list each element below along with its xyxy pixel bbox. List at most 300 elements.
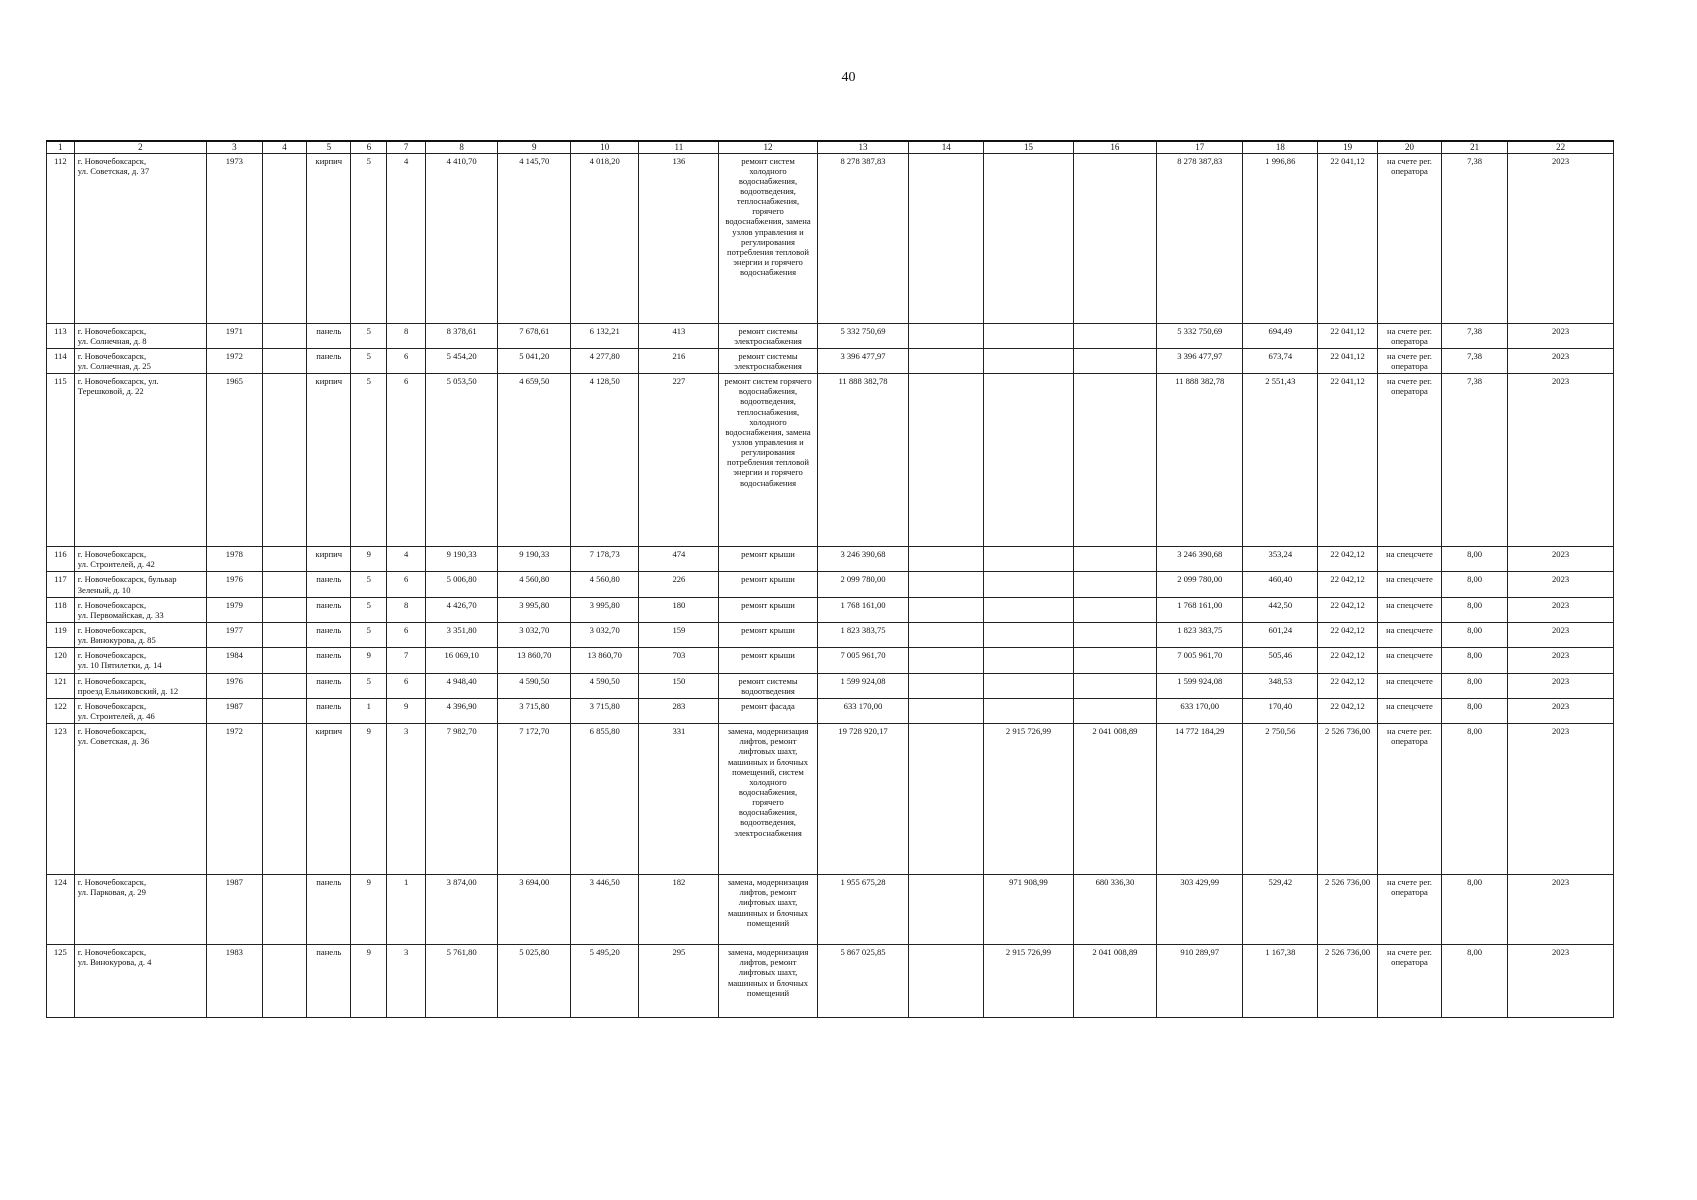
completion-year: 2023 — [1508, 673, 1614, 698]
residents-count: 474 — [639, 547, 719, 572]
column-number: 2 — [74, 141, 206, 153]
total-cost: 633 170,00 — [817, 698, 909, 723]
cost-per-m2: 170,40 — [1243, 698, 1318, 723]
col-21: 7,38 — [1442, 348, 1508, 373]
wall-material: кирпич — [307, 153, 351, 323]
wall-material: панель — [307, 597, 351, 622]
address-line-2: ул. Солнечная, д. 8 — [77, 335, 147, 346]
col-15: 2 915 726,99 — [984, 945, 1074, 1018]
address-cell — [74, 698, 206, 723]
fund-method: на счете рег. оператора — [1377, 875, 1441, 945]
col-16 — [1073, 572, 1156, 597]
col-17: 1 599 924,08 — [1157, 673, 1243, 698]
entrance-count: 4 — [387, 547, 425, 572]
total-area: 9 190,33 — [425, 547, 498, 572]
column-number: 11 — [639, 141, 719, 153]
col-21: 8,00 — [1442, 698, 1508, 723]
col-4 — [262, 597, 307, 622]
limit-cost: 2 526 736,00 — [1318, 724, 1378, 875]
address-cell — [74, 673, 206, 698]
year-built: 1976 — [207, 572, 263, 597]
column-number: 8 — [425, 141, 498, 153]
col-17: 3 396 477,97 — [1157, 348, 1243, 373]
fund-method: на спецсчете — [1377, 572, 1441, 597]
table-row — [47, 623, 1614, 648]
living-area: 3 694,00 — [498, 875, 571, 945]
column-number: 18 — [1243, 141, 1318, 153]
col-15 — [984, 597, 1074, 622]
residential-area: 4 277,80 — [571, 348, 639, 373]
completion-year: 2023 — [1508, 724, 1614, 875]
entrance-count: 6 — [387, 623, 425, 648]
address-cell — [74, 547, 206, 572]
cost-per-m2: 694,49 — [1243, 323, 1318, 348]
col-16 — [1073, 153, 1156, 323]
table-row — [47, 648, 1614, 673]
total-area: 8 378,61 — [425, 323, 498, 348]
table-row — [47, 323, 1614, 348]
total-cost: 2 099 780,00 — [817, 572, 909, 597]
completion-year: 2023 — [1508, 648, 1614, 673]
residential-area: 3 995,80 — [571, 597, 639, 622]
col-14 — [909, 348, 984, 373]
fund-method: на счете рег. оператора — [1377, 374, 1441, 547]
address-line-1: г. Новочебоксарск, — [77, 675, 147, 686]
row-number: 114 — [47, 348, 75, 373]
column-number: 17 — [1157, 141, 1243, 153]
col-15 — [984, 572, 1074, 597]
wall-material: кирпич — [307, 374, 351, 547]
address-line-1: г. Новочебоксарск, — [77, 599, 147, 610]
work-type: замена, модернизация лифтов, ремонт лифтовых шахт, машинных и блочных помещений, систем холодного водоснабжения, горячего водоснабжения, водоотведения, электроснабжения — [719, 724, 817, 875]
column-number: 13 — [817, 141, 909, 153]
col-15 — [984, 323, 1074, 348]
entrance-count: 3 — [387, 724, 425, 875]
living-area: 4 145,70 — [498, 153, 571, 323]
address-line-1: г. Новочебоксарск, — [77, 625, 147, 636]
table-row — [47, 153, 1614, 323]
address-cell — [74, 623, 206, 648]
year-built: 1978 — [207, 547, 263, 572]
address-line-1: г. Новочебоксарск, — [77, 877, 147, 888]
address-cell — [74, 348, 206, 373]
cost-per-m2: 529,42 — [1243, 875, 1318, 945]
limit-cost: 22 042,12 — [1318, 673, 1378, 698]
col-4 — [262, 875, 307, 945]
fund-method: на спецсчете — [1377, 648, 1441, 673]
total-area: 5 006,80 — [425, 572, 498, 597]
col-14 — [909, 673, 984, 698]
entrance-count: 4 — [387, 153, 425, 323]
residents-count: 150 — [639, 673, 719, 698]
col-21: 8,00 — [1442, 572, 1508, 597]
residents-count: 331 — [639, 724, 719, 875]
col-15 — [984, 153, 1074, 323]
wall-material: панель — [307, 348, 351, 373]
completion-year: 2023 — [1508, 875, 1614, 945]
total-cost: 3 246 390,68 — [817, 547, 909, 572]
col-14 — [909, 572, 984, 597]
column-number: 1 — [47, 141, 75, 153]
col-14 — [909, 623, 984, 648]
floor-count: 5 — [351, 323, 387, 348]
floor-count: 9 — [351, 547, 387, 572]
fund-method: на спецсчете — [1377, 547, 1441, 572]
col-17: 14 772 184,29 — [1157, 724, 1243, 875]
year-built: 1984 — [207, 648, 263, 673]
limit-cost: 2 526 736,00 — [1318, 875, 1378, 945]
residents-count: 703 — [639, 648, 719, 673]
year-built: 1983 — [207, 945, 263, 1018]
living-area: 4 659,50 — [498, 374, 571, 547]
completion-year: 2023 — [1508, 572, 1614, 597]
row-number: 115 — [47, 374, 75, 547]
total-cost: 1 955 675,28 — [817, 875, 909, 945]
col-15 — [984, 673, 1074, 698]
col-17: 1 768 161,00 — [1157, 597, 1243, 622]
row-number: 119 — [47, 623, 75, 648]
cost-per-m2: 601,24 — [1243, 623, 1318, 648]
col-15 — [984, 547, 1074, 572]
col-21: 8,00 — [1442, 673, 1508, 698]
address-line-1: г. Новочебоксарск, — [77, 726, 147, 737]
table-row — [47, 348, 1614, 373]
work-type: ремонт системы электроснабжения — [719, 348, 817, 373]
floor-count: 5 — [351, 153, 387, 323]
residents-count: 159 — [639, 623, 719, 648]
col-14 — [909, 945, 984, 1018]
col-21: 7,38 — [1442, 153, 1508, 323]
completion-year: 2023 — [1508, 945, 1614, 1018]
col-16 — [1073, 648, 1156, 673]
completion-year: 2023 — [1508, 323, 1614, 348]
column-number-row — [47, 141, 1614, 153]
work-type: ремонт крыши — [719, 547, 817, 572]
completion-year: 2023 — [1508, 698, 1614, 723]
col-15 — [984, 348, 1074, 373]
total-cost: 5 332 750,69 — [817, 323, 909, 348]
col-14 — [909, 323, 984, 348]
address-cell — [74, 724, 206, 875]
col-16 — [1073, 623, 1156, 648]
address-cell — [74, 945, 206, 1018]
living-area: 9 190,33 — [498, 547, 571, 572]
total-cost: 1 768 161,00 — [817, 597, 909, 622]
residents-count: 216 — [639, 348, 719, 373]
year-built: 1979 — [207, 597, 263, 622]
floor-count: 5 — [351, 673, 387, 698]
limit-cost: 22 042,12 — [1318, 547, 1378, 572]
year-built: 1971 — [207, 323, 263, 348]
total-cost: 5 867 025,85 — [817, 945, 909, 1018]
address-cell — [74, 572, 206, 597]
residents-count: 227 — [639, 374, 719, 547]
address-cell — [74, 374, 206, 547]
fund-method: на счете рег. оператора — [1377, 348, 1441, 373]
year-built: 1976 — [207, 673, 263, 698]
living-area: 5 025,80 — [498, 945, 571, 1018]
address-line-2: ул. 10 Пятилетки, д. 14 — [77, 660, 162, 671]
col-16 — [1073, 698, 1156, 723]
residents-count: 226 — [639, 572, 719, 597]
column-number: 21 — [1442, 141, 1508, 153]
living-area: 5 041,20 — [498, 348, 571, 373]
floor-count: 9 — [351, 945, 387, 1018]
living-area: 7 172,70 — [498, 724, 571, 875]
address-line-2: ул. Винокурова, д. 85 — [77, 635, 156, 646]
residents-count: 295 — [639, 945, 719, 1018]
limit-cost: 22 042,12 — [1318, 698, 1378, 723]
entrance-count: 3 — [387, 945, 425, 1018]
column-number: 4 — [262, 141, 307, 153]
row-number: 116 — [47, 547, 75, 572]
residents-count: 136 — [639, 153, 719, 323]
limit-cost: 22 041,12 — [1318, 348, 1378, 373]
floor-count: 5 — [351, 348, 387, 373]
residential-area: 5 495,20 — [571, 945, 639, 1018]
residential-area: 3 032,70 — [571, 623, 639, 648]
col-16 — [1073, 348, 1156, 373]
col-4 — [262, 323, 307, 348]
total-area: 5 761,80 — [425, 945, 498, 1018]
address-line-1: г. Новочебоксарск, бульвар — [77, 574, 177, 585]
residents-count: 182 — [639, 875, 719, 945]
residential-area: 4 018,20 — [571, 153, 639, 323]
address-cell — [74, 648, 206, 673]
entrance-count: 7 — [387, 648, 425, 673]
wall-material: панель — [307, 623, 351, 648]
column-number: 3 — [207, 141, 263, 153]
address-line-2: ул. Советская, д. 36 — [77, 736, 150, 747]
col-14 — [909, 597, 984, 622]
col-16 — [1073, 597, 1156, 622]
address-line-1: г. Новочебоксарск, — [77, 350, 147, 361]
col-21: 7,38 — [1442, 374, 1508, 547]
total-area: 5 454,20 — [425, 348, 498, 373]
total-cost: 8 278 387,83 — [817, 153, 909, 323]
cost-per-m2: 460,40 — [1243, 572, 1318, 597]
col-17: 1 823 383,75 — [1157, 623, 1243, 648]
total-area: 4 426,70 — [425, 597, 498, 622]
wall-material: панель — [307, 648, 351, 673]
col-17: 3 246 390,68 — [1157, 547, 1243, 572]
cost-per-m2: 2 750,56 — [1243, 724, 1318, 875]
column-number: 9 — [498, 141, 571, 153]
table-row — [47, 875, 1614, 945]
entrance-count: 8 — [387, 323, 425, 348]
col-15 — [984, 374, 1074, 547]
col-17: 2 099 780,00 — [1157, 572, 1243, 597]
row-number: 125 — [47, 945, 75, 1018]
work-type: замена, модернизация лифтов, ремонт лифтовых шахт, машинных и блочных помещений — [719, 945, 817, 1018]
col-14 — [909, 153, 984, 323]
row-number: 121 — [47, 673, 75, 698]
entrance-count: 6 — [387, 673, 425, 698]
row-number: 122 — [47, 698, 75, 723]
address-line-1: г. Новочебоксарск, — [77, 947, 147, 958]
col-17: 7 005 961,70 — [1157, 648, 1243, 673]
floor-count: 5 — [351, 374, 387, 547]
col-16 — [1073, 547, 1156, 572]
year-built: 1987 — [207, 875, 263, 945]
col-4 — [262, 673, 307, 698]
col-16 — [1073, 673, 1156, 698]
residents-count: 283 — [639, 698, 719, 723]
table-row — [47, 945, 1614, 1018]
total-cost: 7 005 961,70 — [817, 648, 909, 673]
work-type: ремонт крыши — [719, 572, 817, 597]
cost-per-m2: 2 551,43 — [1243, 374, 1318, 547]
limit-cost: 22 042,12 — [1318, 572, 1378, 597]
limit-cost: 22 042,12 — [1318, 623, 1378, 648]
total-cost: 1 599 924,08 — [817, 673, 909, 698]
completion-year: 2023 — [1508, 374, 1614, 547]
residential-area: 7 178,73 — [571, 547, 639, 572]
year-built: 1987 — [207, 698, 263, 723]
col-16 — [1073, 323, 1156, 348]
col-16: 2 041 008,89 — [1073, 724, 1156, 875]
completion-year: 2023 — [1508, 348, 1614, 373]
total-area: 5 053,50 — [425, 374, 498, 547]
floor-count: 9 — [351, 724, 387, 875]
total-cost: 19 728 920,17 — [817, 724, 909, 875]
row-number: 117 — [47, 572, 75, 597]
floor-count: 1 — [351, 698, 387, 723]
cost-per-m2: 348,53 — [1243, 673, 1318, 698]
address-line-2: Зеленый, д. 10 — [77, 584, 131, 595]
limit-cost: 2 526 736,00 — [1318, 945, 1378, 1018]
fund-method: на спецсчете — [1377, 698, 1441, 723]
address-cell — [74, 153, 206, 323]
wall-material: панель — [307, 945, 351, 1018]
residential-area: 4 128,50 — [571, 374, 639, 547]
row-number: 124 — [47, 875, 75, 945]
wall-material: панель — [307, 323, 351, 348]
column-number: 20 — [1377, 141, 1441, 153]
col-14 — [909, 374, 984, 547]
col-16: 2 041 008,89 — [1073, 945, 1156, 1018]
address-line-2: ул. Советская, д. 37 — [77, 165, 150, 176]
work-type: ремонт системы водоотведения — [719, 673, 817, 698]
table-row — [47, 374, 1614, 547]
residential-area: 4 590,50 — [571, 673, 639, 698]
column-number: 14 — [909, 141, 984, 153]
column-number: 5 — [307, 141, 351, 153]
entrance-count: 1 — [387, 875, 425, 945]
fund-method: на счете рег. оператора — [1377, 945, 1441, 1018]
limit-cost: 22 041,12 — [1318, 374, 1378, 547]
table-row — [47, 572, 1614, 597]
living-area: 4 560,80 — [498, 572, 571, 597]
col-14 — [909, 724, 984, 875]
total-area: 4 396,90 — [425, 698, 498, 723]
work-type: ремонт крыши — [719, 597, 817, 622]
wall-material: панель — [307, 572, 351, 597]
column-number: 10 — [571, 141, 639, 153]
column-number: 22 — [1508, 141, 1614, 153]
entrance-count: 8 — [387, 597, 425, 622]
residential-area: 6 855,80 — [571, 724, 639, 875]
col-4 — [262, 153, 307, 323]
living-area: 3 995,80 — [498, 597, 571, 622]
residential-area: 13 860,70 — [571, 648, 639, 673]
wall-material: панель — [307, 698, 351, 723]
address-line-1: г. Новочебоксарск, — [77, 700, 147, 711]
col-4 — [262, 348, 307, 373]
work-type: ремонт системы электроснабжения — [719, 323, 817, 348]
page-number: 40 — [841, 70, 856, 85]
col-14 — [909, 547, 984, 572]
wall-material: панель — [307, 875, 351, 945]
col-17: 11 888 382,78 — [1157, 374, 1243, 547]
col-21: 8,00 — [1442, 945, 1508, 1018]
col-17: 8 278 387,83 — [1157, 153, 1243, 323]
col-17: 5 332 750,69 — [1157, 323, 1243, 348]
col-17: 910 289,97 — [1157, 945, 1243, 1018]
fund-method: на спецсчете — [1377, 597, 1441, 622]
residential-area: 3 446,50 — [571, 875, 639, 945]
total-area: 16 069,10 — [425, 648, 498, 673]
total-area: 3 351,80 — [425, 623, 498, 648]
table-row — [47, 724, 1614, 875]
address-line-1: г. Новочебоксарск, ул. — [77, 376, 159, 387]
wall-material: кирпич — [307, 547, 351, 572]
floor-count: 9 — [351, 875, 387, 945]
col-15 — [984, 623, 1074, 648]
living-area: 7 678,61 — [498, 323, 571, 348]
address-line-2: ул. Солнечная, д. 25 — [77, 361, 151, 372]
col-14 — [909, 875, 984, 945]
row-number: 120 — [47, 648, 75, 673]
limit-cost: 22 042,12 — [1318, 597, 1378, 622]
address-line-1: г. Новочебоксарск, — [77, 155, 147, 166]
col-16: 680 336,30 — [1073, 875, 1156, 945]
living-area: 4 590,50 — [498, 673, 571, 698]
entrance-count: 9 — [387, 698, 425, 723]
residential-area: 3 715,80 — [571, 698, 639, 723]
year-built: 1977 — [207, 623, 263, 648]
col-16 — [1073, 374, 1156, 547]
col-4 — [262, 648, 307, 673]
completion-year: 2023 — [1508, 547, 1614, 572]
address-cell — [74, 323, 206, 348]
col-4 — [262, 945, 307, 1018]
cost-per-m2: 505,46 — [1243, 648, 1318, 673]
capital-repair-table — [46, 140, 1614, 1018]
total-cost: 1 823 383,75 — [817, 623, 909, 648]
residents-count: 413 — [639, 323, 719, 348]
living-area: 13 860,70 — [498, 648, 571, 673]
entrance-count: 6 — [387, 572, 425, 597]
col-4 — [262, 572, 307, 597]
address-cell — [74, 875, 206, 945]
col-14 — [909, 698, 984, 723]
wall-material: панель — [307, 673, 351, 698]
address-cell — [74, 597, 206, 622]
work-type: ремонт крыши — [719, 623, 817, 648]
total-cost: 11 888 382,78 — [817, 374, 909, 547]
col-4 — [262, 623, 307, 648]
work-type: ремонт крыши — [719, 648, 817, 673]
work-type: замена, модернизация лифтов, ремонт лифтовых шахт, машинных и блочных помещений — [719, 875, 817, 945]
col-17: 633 170,00 — [1157, 698, 1243, 723]
col-21: 8,00 — [1442, 648, 1508, 673]
address-line-1: г. Новочебоксарск, — [77, 549, 147, 560]
floor-count: 5 — [351, 597, 387, 622]
col-14 — [909, 648, 984, 673]
fund-method: на счете рег. оператора — [1377, 153, 1441, 323]
fund-method: на спецсчете — [1377, 623, 1441, 648]
